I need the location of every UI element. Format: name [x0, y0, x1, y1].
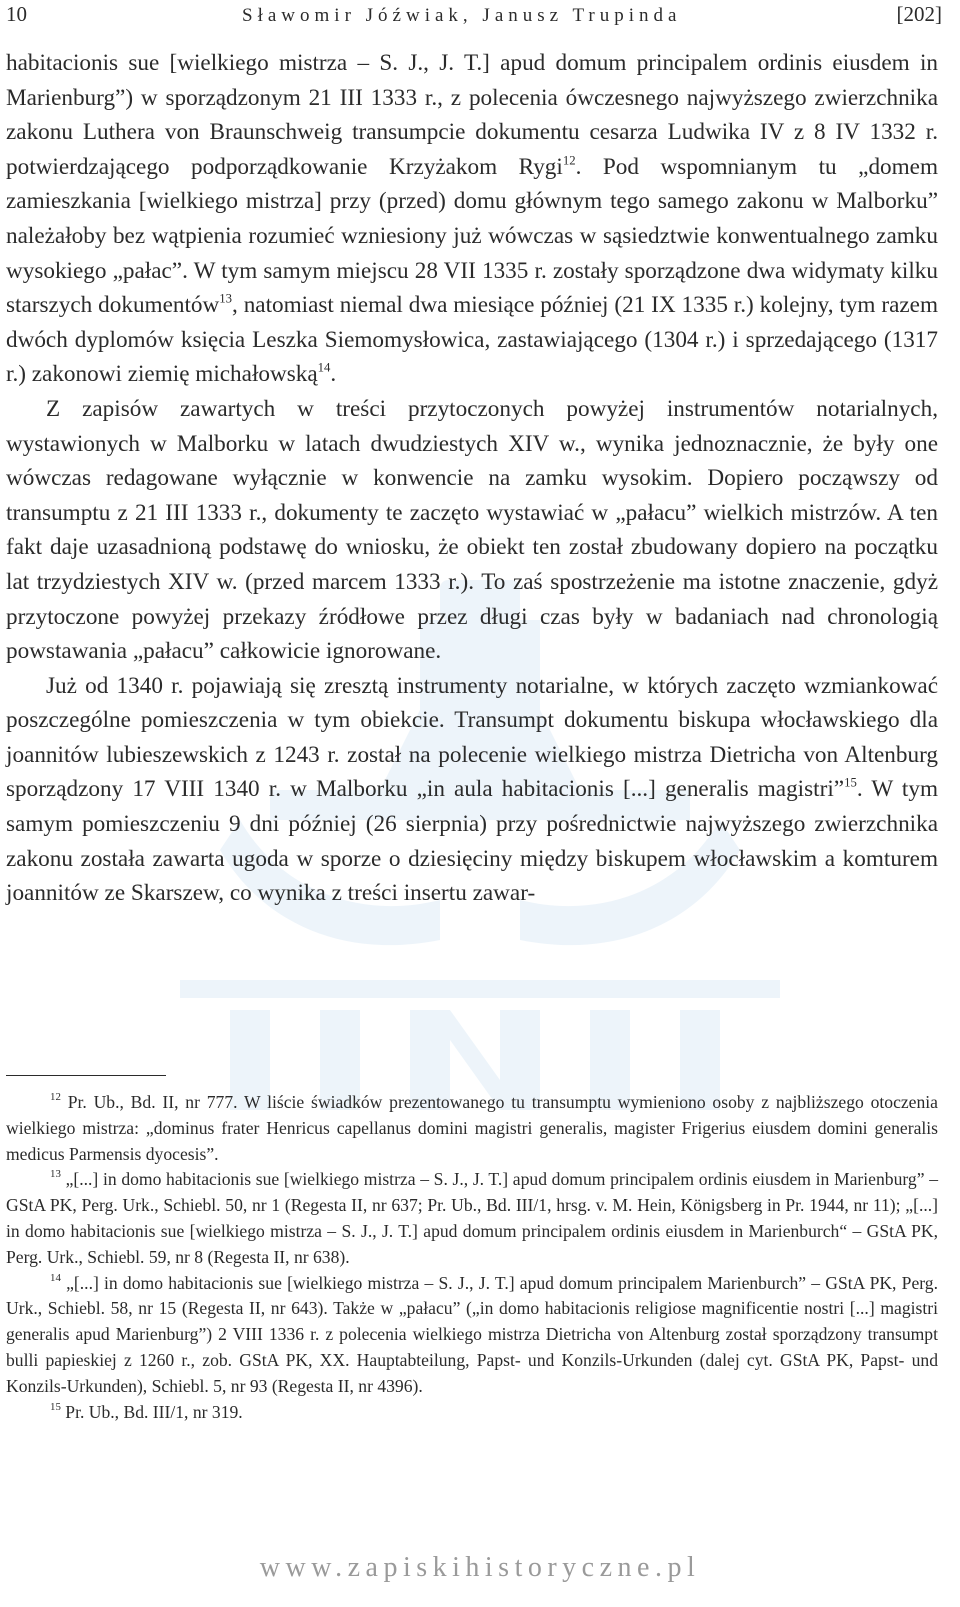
footnote-text: „[...] in domo habitacionis sue [wielkiego mistrza – S. J., J. T.] apud domum principalem ordinis eiusdem in Marienburg” – GStA PK, Perg. Urk., Schiebl. 50, nr 1 (Regesta II, nr 637; Pr. Ub., Bd. III/1, hrsg. v. M. Hein, Königsberg in Pr. 1944, nr 11); „[...] in domo habitacionis sue [wielkiego mistrza – S. J., J. T.] apud domum principalem ordinis eiusdem in Marienburch“ – GStA PK, Perg. Urk., Schiebl. 59, nr 8 (Regesta II, nr 638).: [6, 1169, 938, 1267]
paragraph-2: Z zapisów zawartych w treści przytoczonych powyżej instrumentów notarialnych, wystawionych w Malborku w latach dwudziestych XIV w., wynika jednoznacznie, że były one wówczas redagowane wyłącznie w konwencie na zamku wysokim. Dopiero począwszy od transumptu z 21 III 1333 r., dokumenty te zaczęto wystawiać w „pałacu” wielkich mistrzów. A ten fakt daje uzasadnioną podstawę do wniosku, że obiekt ten został zbudowany dopiero na początku lat trzydziestych XIV w. (przed marcem 1333 r.). To zaś spostrzeżenie ma istotne znaczenie, gdyż przytoczone powyżej przekazy źródłowe przez długi czas były w badaniach nad chronologią powstawania „pałacu” całkowicie ignorowane.: [6, 395, 938, 665]
footnote-separator: [6, 1075, 166, 1076]
footnote-text: Pr. Ub., Bd. III/1, nr 319.: [60, 1401, 243, 1422]
footnote-text: „[...] in domo habitacionis sue [wielkiego mistrza – S. J., J. T.] apud domum principalem Marienburch” – GStA PK, Perg. Urk., Schiebl. 58, nr 15 (Regesta II, nr 643). Także w „pałacu” („in domo habitacionis religiose magnificentie nostri [...] magistri generalis apud Marienburg”) 2 VIII 1336 r. z polecenia wielkiego mistrza Dietricha von Altenburg został sporządzony transumpt bulli papieskiej z 1260 r., zob. GStA PK, XX. Hauptabteilung, Papst- und Konzils-Urkunden (dalej cyt. GStA PK, Papst- und Konzils-Urkunden), Schiebl. 5, nr 93 (Regesta II, nr 4396).: [6, 1272, 938, 1396]
paragraph-3-part-1: Już od 1340 r. pojawiają się zresztą instrumenty notarialne, w których zaczęto wzmiankować poszczególne pomieszczenia w tym obiekcie. Transumpt dokumentu biskupa włocławskiego dla joannitów lubieszewskich z 1243 r. został na polecenie wielkiego mistrza Dietricha von Altenburg sporządzony 17 VIII 1340 r. w Malborku „in aula habitacionis [...] generalis magistri”: [6, 672, 938, 803]
main-text: [6, 46, 938, 911]
footnote-ref-12[interactable]: 12: [562, 153, 576, 168]
footnotes: [6, 1090, 938, 1425]
running-head-authors: Sławomir Jóźwiak, Janusz Trupinda: [242, 5, 682, 26]
footnote-number: 14: [50, 1271, 61, 1284]
footnote-number: 12: [50, 1090, 61, 1103]
footnote-ref-15[interactable]: 15: [844, 775, 857, 790]
paragraph-3-part-2: . W tym samym pomieszczeniu 9 dni później (26 sierpnia) przy pośrednictwie najwyższego zwierzchnika zakonu została zawarta ugoda w sporze o dziesięciny między biskupem włocławskim a komturem joannitów ze Skarszew, co wynika z treści insertu zawar-: [6, 776, 938, 907]
footnote-ref-13[interactable]: 13: [219, 291, 232, 306]
paragraph-3: [6, 669, 938, 911]
paragraph-1-part-4: .: [330, 361, 337, 388]
footnote-13: [6, 1167, 938, 1270]
footnote-number: 13: [50, 1168, 61, 1181]
paragraph-1: [6, 46, 938, 392]
footnote-ref-14[interactable]: 14: [317, 360, 331, 375]
paragraph-1-part-2: . Pod wspomnianym tu „domem zamieszkania [wielkiego mistrza] przy (przed) domu głównym tego samego zakonu w Malborku” należałoby bez wątpienia rozumieć wzniesiony już wówczas w sąsiedztwie konwentualnego zamku wysokiego „pałac”. W tym samym miejscu 28 VII 1335 r. zostały sporządzone dwa widymaty kilku starszych dokumentów: [6, 153, 938, 319]
footnote-number: 15: [50, 1400, 61, 1413]
journal-page-number: [202]: [896, 2, 942, 26]
page-number: 10: [6, 2, 27, 26]
paragraph-1-part-3: , natomiast niemal dwa miesiące później (21 IX 1335 r.) kolejny, tym razem dwóch dyplomów księcia Leszka Siemomysłowica, zastawiającego (1304 r.) i sprzedającego (1317 r.) zakonowi ziemię michałowską: [6, 292, 938, 388]
footnote-12: [6, 1090, 938, 1167]
footnote-text: Pr. Ub., Bd. II, nr 777. W liście świadków prezentowanego tu transumptu wymieniono osoby z najbliższego otoczenia wielkiego mistrza: „dominus frater Henricus capellanus domini magistri generalis, magister Frigerius eiusdem domini generalis medicus Parmensis dyocesis”.: [6, 1092, 938, 1164]
paragraph-1-part-1: habitacionis sue [wielkiego mistrza – S. J., J. T.] apud domum principalem ordinis eiusdem in Marienburg”) w sporządzonym 21 III 1333 r., z polecenia ówczesnego najwyższego zwierzchnika zakonu Luthera von Braunschweig transumpcie dokumentu cesarza Ludwika IV z 8 IV 1332 r. potwierdzającego podporządkowanie Krzyżakom Rygi: [6, 50, 938, 180]
footnote-15: [6, 1400, 938, 1426]
running-header: [6, 2, 942, 28]
footnote-14: [6, 1271, 938, 1400]
footer-url[interactable]: www.zapiskihistoryczne.pl: [259, 1552, 701, 1583]
